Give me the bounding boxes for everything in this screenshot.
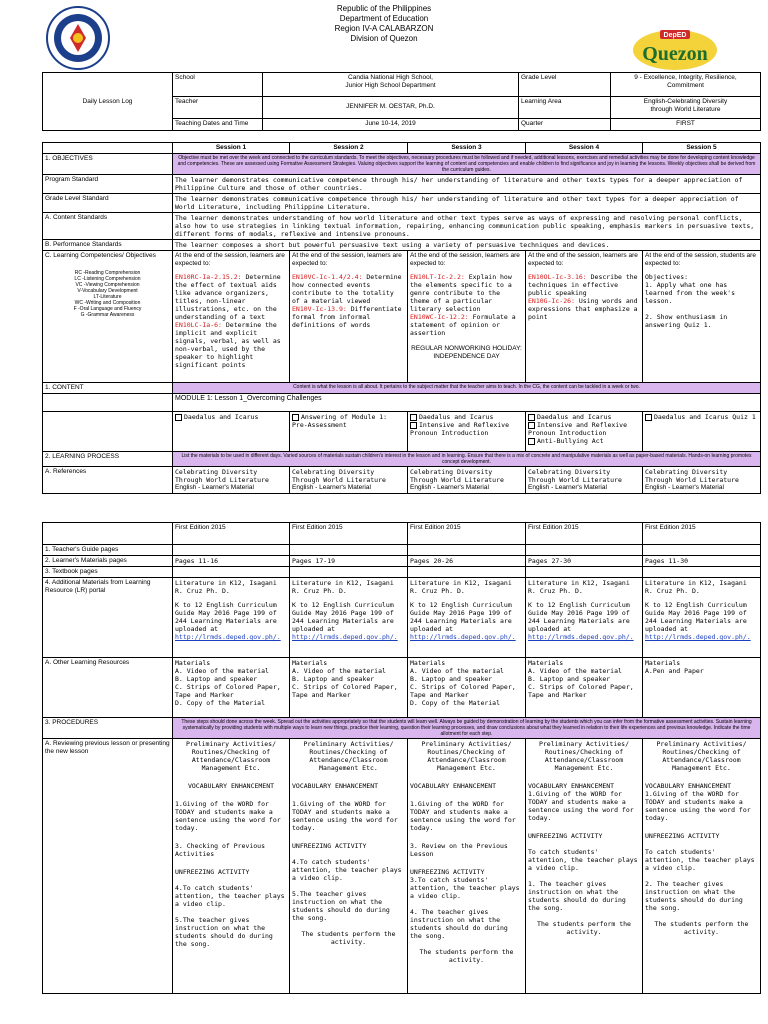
blank-cell [43,394,173,412]
checkbox-icon [528,438,535,445]
edition-row [43,523,761,545]
holiday-note: REGULAR NONWORKING HOLIDAY: INDEPENDENCE DAY [411,345,522,360]
competency-code: EN10VC-Ic-1.4/2.4: [292,273,363,281]
teachers-guide-label: 1. Teacher's Guide pages [43,545,173,556]
competency-intro: At the end of the session, students are expected to: [645,252,756,267]
procedure-step: To catch students' attention, the teacher plays a video clip. [528,848,638,872]
checkbox-icon [292,414,299,421]
competency-item [410,313,523,337]
additional-materials-row [43,578,761,658]
prelim-activities: Preliminary Activities/ Routines/Checking of Attendance/Classroom Management Etc. [538,740,629,772]
procedure-cell-3 [408,739,526,994]
review-label: A. Reviewing previous lesson or presenting the new lesson [43,739,173,994]
pages-cell: Pages 11-16 [173,556,290,567]
material-item: C. Strips of Colored Paper, Tape and Marker [175,683,281,699]
unfreezing-heading: UNFREEZING ACTIVITY [410,868,485,876]
pages-cell: Pages 20-26 [408,556,526,567]
competency-code: EN10V-Ic-13.9: [292,305,347,313]
additional-lit: Literature in K12, Isagani R. Cruz Ph. D. [528,579,630,595]
additional-materials-cell [408,578,526,658]
other-resources-row [43,658,761,718]
material-item: A. Video of the material [410,667,504,675]
checkbox-icon [410,414,417,421]
deped-seal-icon [46,6,110,70]
content-topic-text: Intensive and Reflexive Pronoun Introduction [528,421,628,437]
learning-area-value: English-Celebrating Diversity through World Literature [611,97,761,119]
legend-item: RC -Reading Comprehension [74,270,141,276]
performance-standards-value: The learner composes a short but powerful persuasive text using a variety of persuasive techniques and devices. [173,240,761,251]
material-item: B. Laptop and speaker [175,675,258,683]
blank-cell [173,545,290,556]
competency-code: EN10LT-Ic-2.2: [410,273,465,281]
learner-materials-label: 2. Learner's Materials pages [43,556,173,567]
students-perform: The students perform the activity. [654,920,749,936]
competency-code: EN10RC-Ia-2.15.2: [175,273,242,281]
edition-cell: First Edition 2015 [173,523,290,545]
checkbox-icon [175,414,182,421]
competency-item [175,321,287,369]
header-line: Department of Education [339,14,429,23]
checkbox-icon [528,414,535,421]
unfreezing-heading: UNFREEZING ACTIVITY [175,868,250,876]
additional-lit: Literature in K12, Isagani R. Cruz Ph. D. [410,579,512,595]
material-item: D. Copy of the Material [175,699,266,707]
competency-intro: At the end of the session, learners are expected to: [528,252,638,267]
competency-text: Formulate a statement of opinion or assertion [410,313,516,337]
logo-sub-text: DepED [663,32,687,39]
header-line: Region IV-A CALABARZON [334,24,434,33]
blank-cell [526,545,643,556]
reference-title: Celebrating Diversity Through World Literature [528,468,622,484]
prelim-activities: Preliminary Activities/ Routines/Checking of Attendance/Classroom Management Etc. [185,740,276,772]
other-resources-label: A. Other Learning Resources [43,658,173,718]
legend-item: WC -Writing and Composition [74,300,141,306]
legend-item: V-Vocabulary Development [77,288,138,294]
vocab-heading: VOCABULARY ENHANCEMENT [410,782,497,790]
material-item: A. Video of the material [175,667,269,675]
daily-lesson-log-title: Daily Lesson Log [43,73,173,131]
blank-cell [173,567,290,578]
header-line: Division of Quezon [350,34,418,43]
dates-value: June 10-14, 2019 [263,119,519,131]
legend-item: VC -Viewing Comprehension [75,282,140,288]
grade-value: 9 - Excellence, Integrity, Resilience, Commitment [611,73,761,97]
additional-materials-label: 4. Additional Materials from Learning Resource (LR) portal [43,578,173,658]
edition-cell: First Edition 2015 [290,523,408,545]
vocab-heading: VOCABULARY ENHANCEMENT [528,782,615,790]
additional-materials-cell [643,578,761,658]
content-standards-value: The learner demonstrates understanding of how world literature and other text types serve as ways of expressing and resolving personal conflicts, also how to use strategies in linking textual information, repairing, enhancing communication public speaking, emphasis markers in persuasive texts, different forms of modals, reflexive and intensive pronouns. [173,213,761,240]
competency-item [292,305,405,329]
additional-guide: K to 12 English Curriculum Guide May 2016 Page 199 of 244 Learning Materials are uploaded at [645,601,747,633]
materials-head: Materials [645,659,681,667]
prelim-activities: Preliminary Activities/ Routines/Checking of Attendance/Classroom Management Etc. [421,740,512,772]
material-item: B. Laptop and speaker [410,675,493,683]
materials-head: Materials [175,659,211,667]
competency-intro: At the end of the session, learners are expected to: [175,252,285,267]
session-header: Session 5 [643,143,761,154]
competencies-row [43,251,761,383]
materials-cell [526,658,643,718]
competency-text: Determine how connected events contribute to the totality of a material viewed [292,273,402,305]
competency-text: Explain how the elements specific to a genre contribute to the theme of a particular literary selection [410,273,512,313]
students-perform: The students perform the activity. [301,930,396,946]
competency-code: EN10OL-Ic-3.16: [528,273,587,281]
material-item: D. Copy of the Material [410,699,501,707]
learning-process-note: List the materials to be used in different days. Varied sources of materials sustain children's interest in the lesson and in learning. Ensure that there is a mix of concrete and manipulative materials as well as paper-based materials. Hands-on learning promotes concept development. [173,452,761,467]
competency-item [175,273,287,321]
content-topic-text: Daedalus and Icarus [184,413,259,421]
procedure-step: 3.To catch students' attention, the teacher plays a video clip. [410,876,520,900]
additional-guide: K to 12 English Curriculum Guide May 2016 Page 199 of 244 Learning Materials are uploaded at [175,601,277,633]
additional-materials-cell [290,578,408,658]
additional-guide: K to 12 English Curriculum Guide May 2016 Page 199 of 244 Learning Materials are uploaded at [410,601,512,633]
teacher-label: Teacher [173,97,263,119]
content-note: Content is what the lesson is all about. It pertains to the subject matter that the teacher aims to teach. In the CG, the content can be tackled in a week or two. [173,383,761,394]
content-topic [528,413,640,421]
content-topic-text: Answering of Module 1: Pre-Assessment [292,413,388,429]
content-topic [410,421,523,437]
additional-lit: Literature in K12, Isagani R. Cruz Ph. D. [175,579,277,595]
competency-intro: At the end of the session, learners are expected to: [292,252,402,267]
blank-cell [643,567,761,578]
material-item: B. Laptop and speaker [528,675,611,683]
document-header [0,0,768,78]
procedure-step: 1. The teacher gives instruction on what the students should do during the song. [528,880,626,912]
competency-text: Using words and expressions that emphasize a point [528,297,638,321]
school-value: Candia National High School, Junior High School Department [263,73,519,97]
materials-head: Materials [410,659,446,667]
competency-legend [45,270,170,318]
additional-guide: K to 12 English Curriculum Guide May 2016 Page 199 of 244 Learning Materials are uploaded at [528,601,630,633]
competency-text: Differentiate formal from informal definitions of words [292,305,402,329]
competency-item [528,273,640,297]
material-item: A. Video of the material [292,667,386,675]
header-line: Republic of the Philippines [336,4,432,13]
procedure-step: 1.Giving of the WORD for TODAY and students make a sentence using the word for today. [410,800,516,832]
grade-standard-value: The learner demonstrates communicative competence through his/ her understanding of literature and other text types for a deeper appreciation of World Literature, including Philippine Literature. [173,194,761,213]
competency-code: EN10LC-Ia-6: [175,321,222,329]
teacher-name: JENNIFER M. OESTAR, Ph.D. [263,97,519,119]
procedure-step: 1.Giving of the WORD for TODAY and students make a sentence using the word for today. [528,790,634,822]
edition-cell: First Edition 2015 [526,523,643,545]
content-topic [175,413,287,421]
vocab-heading: VOCABULARY ENHANCEMENT [645,782,732,790]
reference-material: English - Learner's Material [645,484,724,491]
additional-guide: K to 12 English Curriculum Guide May 2016 Page 199 of 244 Learning Materials are uploaded at [292,601,394,633]
session-header: Session 2 [290,143,408,154]
competency-item [528,297,640,321]
reference-material: English - Learner's Material [410,484,489,491]
lesson-table-top [42,142,761,494]
session-header: Session 4 [526,143,643,154]
material-item: C. Strips of Colored Paper, Tape and Marker [528,683,634,699]
procedure-step: 1.Giving of the WORD for TODAY and students make a sentence using the word for today. [645,790,751,822]
edition-cell: First Edition 2015 [643,523,761,545]
blank-cell [43,412,173,452]
program-standard-value: The learner demonstrates communicative competence through his/ her understanding of literature and other texts types for a deeper appreciation of Philippine Culture and those of other countries. [173,175,761,194]
session-header-row [43,143,761,154]
quarter-value: FIRST [611,119,761,131]
reference-cell [408,467,526,494]
objectives-label: 1. OBJECTIVES [43,154,173,175]
prelim-activities: Preliminary Activities/ Routines/Checking of Attendance/Classroom Management Etc. [303,740,394,772]
procedure-step: To catch students' attention, the teacher plays a video clip. [645,848,755,872]
objectives-note: Objective must be met over the week and connected to the curriculum standards. To meet the objectives, necessary procedures must be followed and if needed, additional lessons, exercises and remedial activities may be done for developing content knowledge and competencies. These are assessed using Formative Assessment Strategies. Valuing objectives support the learning of content and competencies and enable children to find significance and joy in learning the lessons. Weekly objectives shall be derived from the curriculum guides. [173,154,761,175]
content-label: 1. CONTENT [43,383,173,394]
vocab-heading: VOCABULARY ENHANCEMENT [187,782,275,790]
competency-code: EN10WC-Ic-12.2: [410,313,469,321]
lrmds-link[interactable]: http://lrmds.deped.gov.ph/. [410,633,516,641]
competency-text: Describe the techniques in effective public speaking [528,273,638,297]
content-standards-label: A. Content Standards [43,213,173,240]
lrmds-link[interactable]: http://lrmds.deped.gov.ph/. [528,633,634,641]
competency-text: Determine the implicit and explicit signals, verbal, as well as non-verbal, used by the speaker to highlight significant points [175,321,281,369]
procedures-note: These steps should done across the week. Spread out the activities appropriately so that the students will learn well. Always be guided by demonstration of learning by the students which you can infer from the formative assessment activities. Sustain learning systematically by providing students with multiple ways to learn new things, practice their learning, question their learning processes, and draw conclusions about what they learned in relation to their life experiences and previous knowledge. Indicate the time allotment for each step. [173,718,761,739]
program-standard-label: Program Standard [43,175,173,194]
procedure-step: 3. Review on the Previous Lesson [410,842,508,858]
content-topic [410,413,523,421]
content-topic-text: Anti-Bullying Act [537,437,604,445]
blank-cell [43,143,173,154]
legend-item: LT-Literature [93,294,122,300]
reference-cell [290,467,408,494]
checkbox-icon [528,422,535,429]
reference-title: Celebrating Diversity Through World Literature [175,468,269,484]
pages-cell: Pages 11-30 [643,556,761,567]
deped-quezon-logo [630,24,720,72]
procedure-step: 4.To catch students' attention, the teacher plays a video clip. [292,858,402,882]
material-item: C. Strips of Colored Paper, Tape and Marker [410,683,516,699]
reference-title: Celebrating Diversity Through World Literature [645,468,739,484]
content-topic [528,421,640,437]
module-title: MODULE 1: Lesson 1_Overcoming Challenges [173,394,761,412]
lrmds-link[interactable]: http://lrmds.deped.gov.ph/. [292,633,398,641]
procedure-step: 1.Giving of the WORD for TODAY and students make a sentence using the word for today. [175,800,281,832]
logo-text: Quezon [642,43,708,65]
learner-pages-row [43,556,761,567]
lesson-table-bottom [42,522,761,994]
reference-material: English - Learner's Material [175,484,254,491]
content-topic-text: Daedalus and Icarus [419,413,494,421]
reference-material: English - Learner's Material [528,484,607,491]
materials-cell [290,658,408,718]
reference-material: English - Learner's Material [292,484,371,491]
competencies-label: C. Learning Competencies/ Objectives [45,252,156,259]
content-topic [645,413,758,421]
references-label: A. References [43,467,173,494]
competency-intro: At the end of the session, learners are expected to: [410,252,520,267]
unfreezing-heading: UNFREEZING ACTIVITY [528,832,603,840]
procedure-step: 1.Giving of the WORD for TODAY and students make a sentence using the word for today. [292,800,398,832]
unfreezing-heading: UNFREEZING ACTIVITY [292,842,367,850]
competency-cell-1 [173,251,290,383]
material-item: A.Pen and Paper [645,667,704,675]
blank-cell [290,545,408,556]
materials-head: Materials [528,659,564,667]
grade-label: Grade Level [519,73,611,97]
additional-lit: Literature in K12, Isagani R. Cruz Ph. D. [292,579,394,595]
school-label: School [173,73,263,97]
content-topic-text: Intensive and Reflexive Pronoun Introduction [410,421,510,437]
procedure-step: 4. The teacher gives instruction on what the students should do during the song. [410,908,508,940]
checkbox-icon [410,422,417,429]
content-topic-cell [173,412,290,452]
material-item: C. Strips of Colored Paper, Tape and Marker [292,683,398,699]
competency-cell-4 [526,251,643,383]
session-header: Session 3 [408,143,526,154]
legend-item: G -Grammar Awareness [80,312,135,318]
competency-text: Determine the effect of textual aids like advance organizers, titles, non-linear illustrations, etc. on the understanding of a text [175,273,281,321]
procedure-step: 2. The teacher gives instruction on what the students should do during the song. [645,880,743,912]
blank-cell [643,545,761,556]
references-row [43,467,761,494]
content-topic-cell [408,412,526,452]
materials-cell [408,658,526,718]
additional-materials-cell [526,578,643,658]
competencies-cell [43,251,173,383]
additional-materials-cell [173,578,290,658]
content-topic-text: Daedalus and Icarus [537,413,612,421]
blank-cell [43,523,173,545]
grade-standard-label: Grade Level Standard [43,194,173,213]
blank-cell [408,545,526,556]
unfreezing-heading: UNFREEZING ACTIVITY [645,832,720,840]
vocab-heading: VOCABULARY ENHANCEMENT [292,782,379,790]
content-topic-text: Daedalus and Icarus Quiz 1 [654,413,756,421]
content-topics-row [43,412,761,452]
procedure-cell-2 [290,739,408,994]
session-header: Session 1 [173,143,290,154]
competency-cell-5 [643,251,761,383]
competency-item [292,273,405,305]
students-perform: The students perform the activity. [537,920,631,936]
competency-cell-2 [290,251,408,383]
materials-cell [173,658,290,718]
materials-cell [643,658,761,718]
content-topic [528,437,640,445]
reference-cell [643,467,761,494]
prelim-activities: Preliminary Activities/ Routines/Checking of Attendance/Classroom Management Etc. [656,740,747,772]
procedure-cell-1 [173,739,290,994]
content-topic-cell [290,412,408,452]
learning-process-label: 2. LEARNING PROCESS [43,452,173,467]
blank-cell [408,567,526,578]
legend-item: F -Oral Language and Fluency [73,306,142,312]
blank-cell [526,567,643,578]
dates-label: Teaching Dates and Time [173,119,263,131]
students-perform: The students perform the activity. [419,948,514,964]
reference-cell [526,467,643,494]
competency-code: EN10G-Ic-26: [528,297,575,305]
procedure-cell-4 [526,739,643,994]
content-topic-cell [526,412,643,452]
reference-title: Celebrating Diversity Through World Literature [410,468,504,484]
competency-cell-3 [408,251,526,383]
learning-area-label: Learning Area [519,97,611,119]
lrmds-link[interactable]: http://lrmds.deped.gov.ph/. [645,633,751,641]
additional-lit: Literature in K12, Isagani R. Cruz Ph. D. [645,579,747,595]
procedures-label: 3. PROCEDURES [43,718,173,739]
lrmds-link[interactable]: http://lrmds.deped.gov.ph/. [175,633,281,641]
material-item: B. Laptop and speaker [292,675,375,683]
competency-objectives: Objectives: 1. Apply what one has learned from the week's lesson. 2. Show enthusiasm in answering Quiz 1. [645,273,736,329]
content-topic-cell [643,412,761,452]
header-lines [284,4,484,44]
procedure-cell-5 [643,739,761,994]
textbook-pages-label: 3. Textbook pages [43,567,173,578]
procedure-step: 4.To catch students' attention, the teacher plays a video clip. [175,884,285,908]
info-table [42,72,761,131]
blank-cell [290,567,408,578]
procedure-step: 5.The teacher gives instruction on what the students should do during the song. [292,890,390,922]
reference-cell [173,467,290,494]
procedure-step: 5.The teacher gives instruction on what the students should do during the song. [175,916,273,948]
legend-item: LC -Listening Comprehension [74,276,141,282]
performance-standards-label: B. Performance Standards [43,240,173,251]
pages-cell: Pages 17-19 [290,556,408,567]
materials-head: Materials [292,659,328,667]
competency-item [410,273,523,313]
quarter-label: Quarter [519,119,611,131]
material-item: A. Video of the material [528,667,622,675]
edition-cell: First Edition 2015 [408,523,526,545]
reference-title: Celebrating Diversity Through World Literature [292,468,386,484]
pages-cell: Pages 27-30 [526,556,643,567]
review-row [43,739,761,994]
checkbox-icon [645,414,652,421]
procedure-step: 3. Checking of Previous Activities [175,842,266,858]
content-topic [292,413,405,429]
